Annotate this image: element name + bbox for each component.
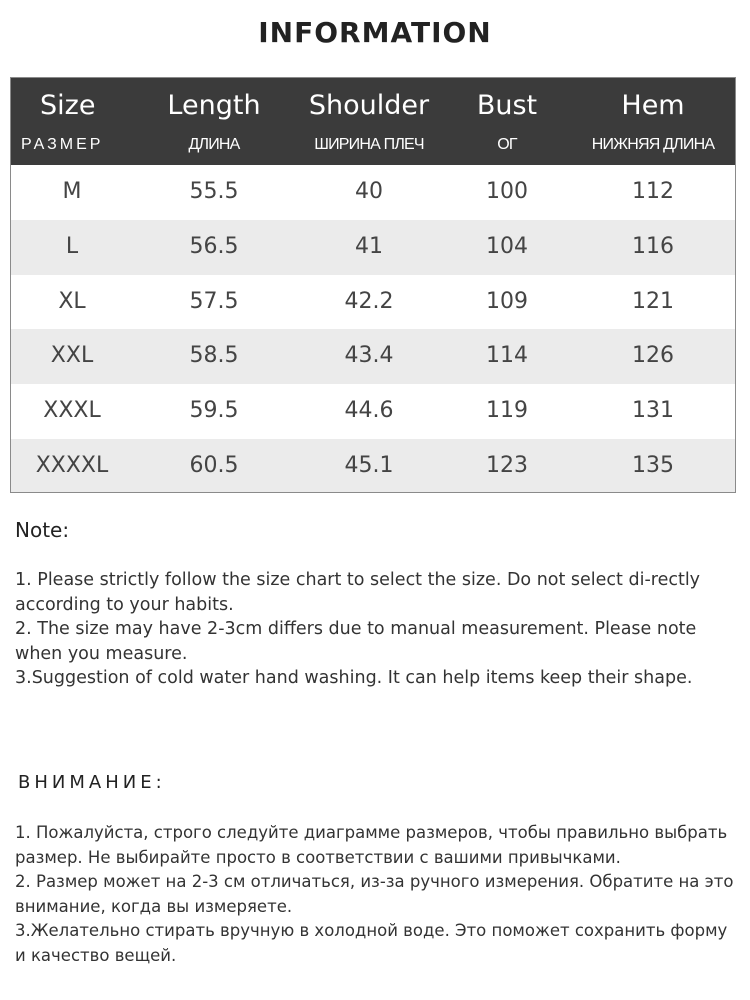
cell-length: 57.5 [189,288,239,314]
cell-hem: 135 [632,452,674,478]
ru-note-item: 3.Желательно стирать вручную в холодной воде. Это поможет сохранить форму и качество вещей. [15,921,728,965]
cell-shoulder: 44.6 [344,398,394,424]
cell-shoulder: 43.4 [344,343,394,369]
note-item: 1. Please strictly follow the size chart to select the size. Do not select di-rectly according to your habits. [15,570,701,615]
cell-length: 59.5 [189,398,239,424]
cell-length: 58.5 [189,343,239,369]
header-length [133,78,295,165]
ru-note-heading: ВНИМАНИЕ: [18,772,166,793]
cell-hem: 131 [632,398,674,424]
cell-bust: 109 [486,288,528,314]
header-bust [443,78,571,165]
header-hem-ru: НИЖНЯЯ ДЛИНА [591,136,715,153]
cell-shoulder: 45.1 [344,452,394,478]
header-size-ru: РАЗМЕР [21,136,104,153]
ru-note-item: 2. Размер может на 2-3 см отличаться, из-за ручного измерения. Обратите на это внимание, когда вы измеряете. [15,872,734,916]
header-size-en: Size [40,90,96,121]
cell-size: XXXXL [35,452,109,478]
ru-note-list [15,821,740,969]
note-item: 3.Suggestion of cold water hand washing. It can help items keep their shape. [15,668,693,688]
header-bust-ru: ОГ [497,136,517,153]
note-heading: Note: [15,518,70,542]
header-length-ru: ДЛИНА [188,136,240,153]
cell-shoulder: 42.2 [344,288,394,314]
cell-bust: 123 [486,452,528,478]
cell-size: XXXL [43,398,101,424]
table-row [11,439,735,493]
cell-size: M [62,179,82,204]
cell-bust: 119 [486,398,528,424]
table-row [11,220,735,275]
header-shoulder-ru: ШИРИНА ПЛЕЧ [314,136,424,153]
header-shoulder [295,78,443,165]
cell-bust: 100 [486,179,528,204]
table-row [11,384,735,439]
cell-size: L [65,233,79,259]
table-row [11,329,735,384]
cell-hem: 112 [632,179,674,204]
cell-hem: 116 [632,233,674,259]
cell-length: 56.5 [189,233,239,259]
page-title: INFORMATION [258,16,492,49]
header-size [11,78,133,165]
header-shoulder-en: Shoulder [308,90,430,121]
size-chart-table [10,77,736,493]
header-length-en: Length [167,90,261,121]
cell-length: 55.5 [189,179,239,204]
cell-length: 60.5 [189,452,239,478]
cell-hem: 121 [632,288,674,314]
cell-size: XL [58,288,86,314]
cell-shoulder: 40 [355,179,383,204]
table-row [11,275,735,330]
table-row [11,165,735,220]
note-item: 2. The size may have 2-3cm differs due to manual measurement. Please note when you measure. [15,619,697,664]
header-hem-en: Hem [621,90,685,121]
cell-hem: 126 [632,343,674,369]
cell-bust: 104 [486,233,528,259]
table-header [11,78,735,165]
cell-shoulder: 41 [355,233,383,259]
note-list [15,568,735,691]
ru-note-item: 1. Пожалуйста, строго следуйте диаграмме размеров, чтобы правильно выбрать размер. Не выбирайте просто в соответствии с вашими привычками. [15,823,728,867]
cell-bust: 114 [486,343,528,369]
header-hem [571,78,735,165]
cell-size: XXL [50,343,94,369]
header-bust-en: Bust [476,90,538,121]
